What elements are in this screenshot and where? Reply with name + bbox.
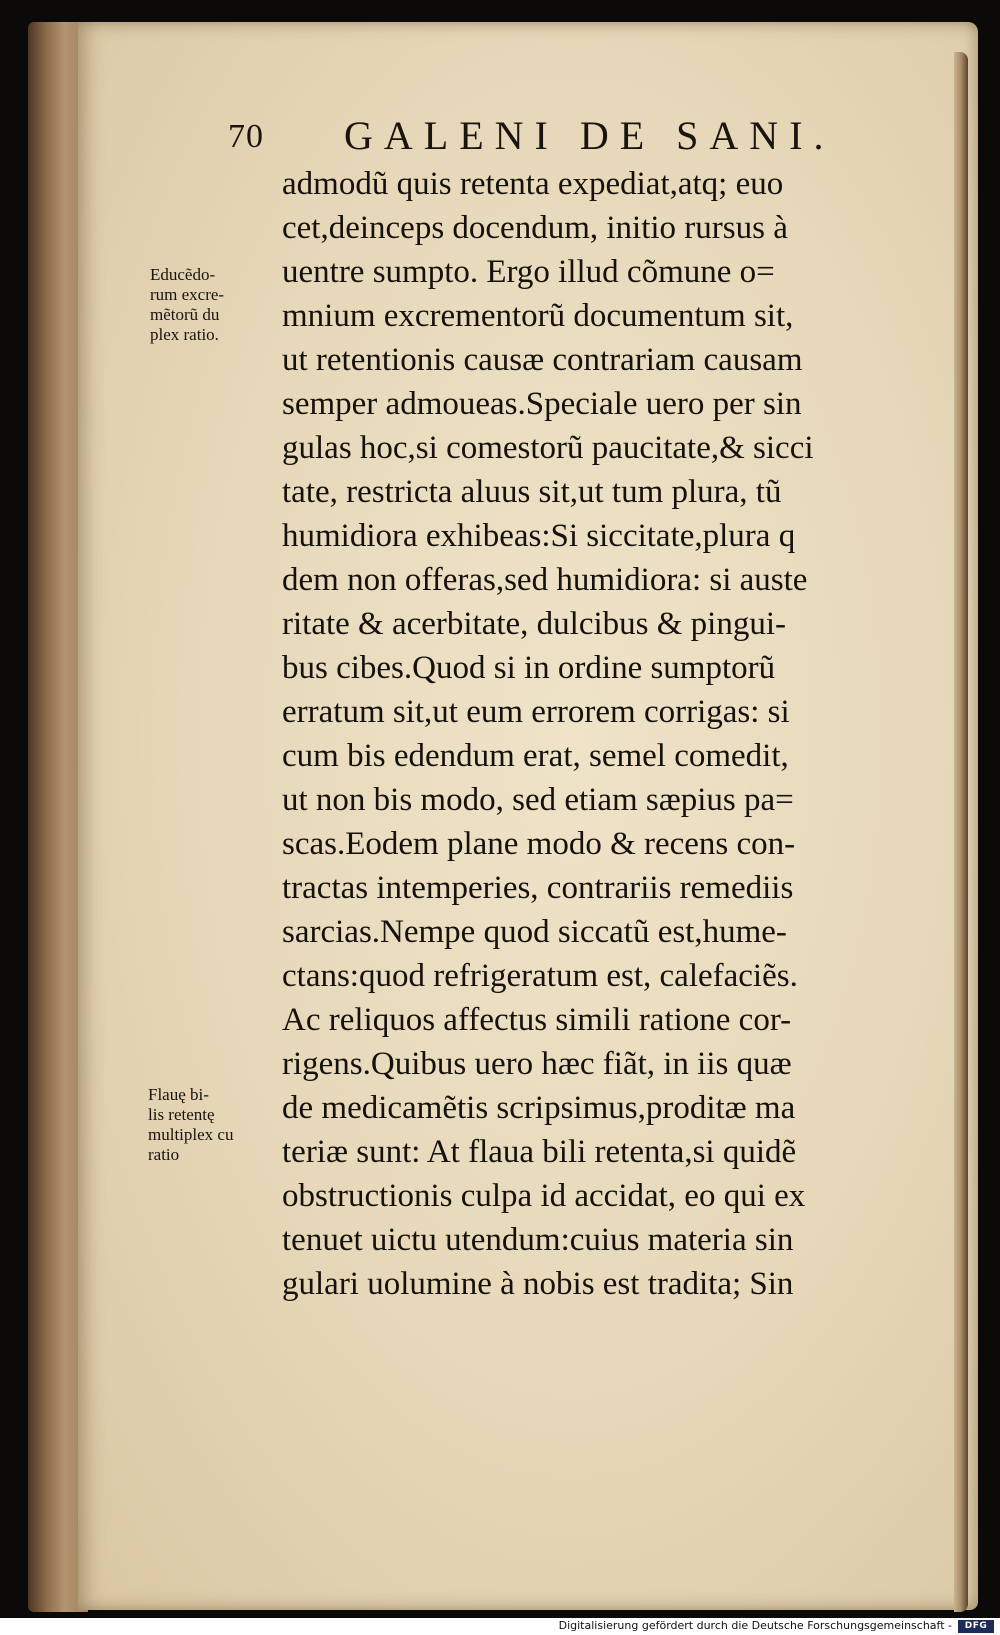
margin-note-line: multiplex cu [148,1125,234,1144]
text-line: dem non offeras,sed humidiora: si auste [282,562,808,598]
text-line: ritate & acerbitate, dulcibus & pingui- [282,606,787,642]
text-line: scas.Eodem plane modo & recens con- [282,826,796,862]
text-line: tractas intemperies, contrariis remediis [282,870,794,906]
text-line: ut non bis modo, sed etiam sæpius pa= [282,782,794,818]
text-line: Ac reliquos affectus simili ratione cor- [282,1002,792,1038]
text-line: rigens.Quibus uero hæc fiãt, in iis quæ [282,1046,792,1082]
page-edge [954,52,968,1612]
text-line: gulas hoc,si comestorũ paucitate,& sicci [282,430,814,466]
text-line: gulari uolumine à nobis est tradita; Sin [282,1266,794,1302]
margin-note-line: plex ratio. [150,325,219,344]
margin-note-line: Flauę bi- [148,1085,209,1104]
margin-note [150,265,224,345]
text-line: mnium excrementorũ documentum sit, [282,298,794,334]
page-number: 70 [228,118,264,155]
text-line: sarcias.Nempe quod siccatũ est,hume- [282,914,787,950]
footer-credit: Digitalisierung gefördert durch die Deutsche Forschungsgemeinschaft - [558,1619,952,1632]
margin-note-line: Educẽdo- [150,265,216,284]
footer [0,1618,1000,1635]
margin-note-line: mẽtorũ du [150,305,220,324]
dfg-logo: DFG [958,1620,994,1633]
text-line: tenuet uictu utendum:cuius materia sin [282,1222,794,1258]
margin-note-line: lis retentę [148,1105,215,1124]
running-title: GALENI DE SANI. [344,113,835,158]
margin-note-line: rum excre- [150,285,225,304]
text-line: cet,deinceps docendum, initio rursus à [282,210,788,246]
margin-note [148,1085,233,1165]
text-line: ctans:quod refrigeratum est, calefaciẽs. [282,958,798,994]
text-line: cum bis edendum erat, semel comedit, [282,738,789,774]
text-line: obstructionis culpa id accidat, eo qui ex [282,1178,806,1214]
body-text [282,162,922,1306]
text-line: uentre sumpto. Ergo illud cõmune o= [282,254,775,290]
text-line: teriæ sunt: At flaua bili retenta,si quidẽ [282,1134,797,1170]
margin-note-line: ratio [148,1145,180,1164]
text-line: ut retentionis causæ contrariam causam [282,342,803,378]
text-line: erratum sit,ut eum errorem corrigas: si [282,694,790,730]
text-line: de medicamẽtis scripsimus,proditæ ma [282,1090,796,1126]
text-line: admodũ quis retenta expediat,atq; euo [282,166,784,202]
text-line: semper admoueas.Speciale uero per sin [282,386,802,422]
text-line: bus cibes.Quod si in ordine sumptorũ [282,650,776,686]
text-line: tate, restricta aluus sit,ut tum plura, tũ [282,474,782,510]
text-line: humidiora exhibeas:Si siccitate,plura q [282,518,796,554]
